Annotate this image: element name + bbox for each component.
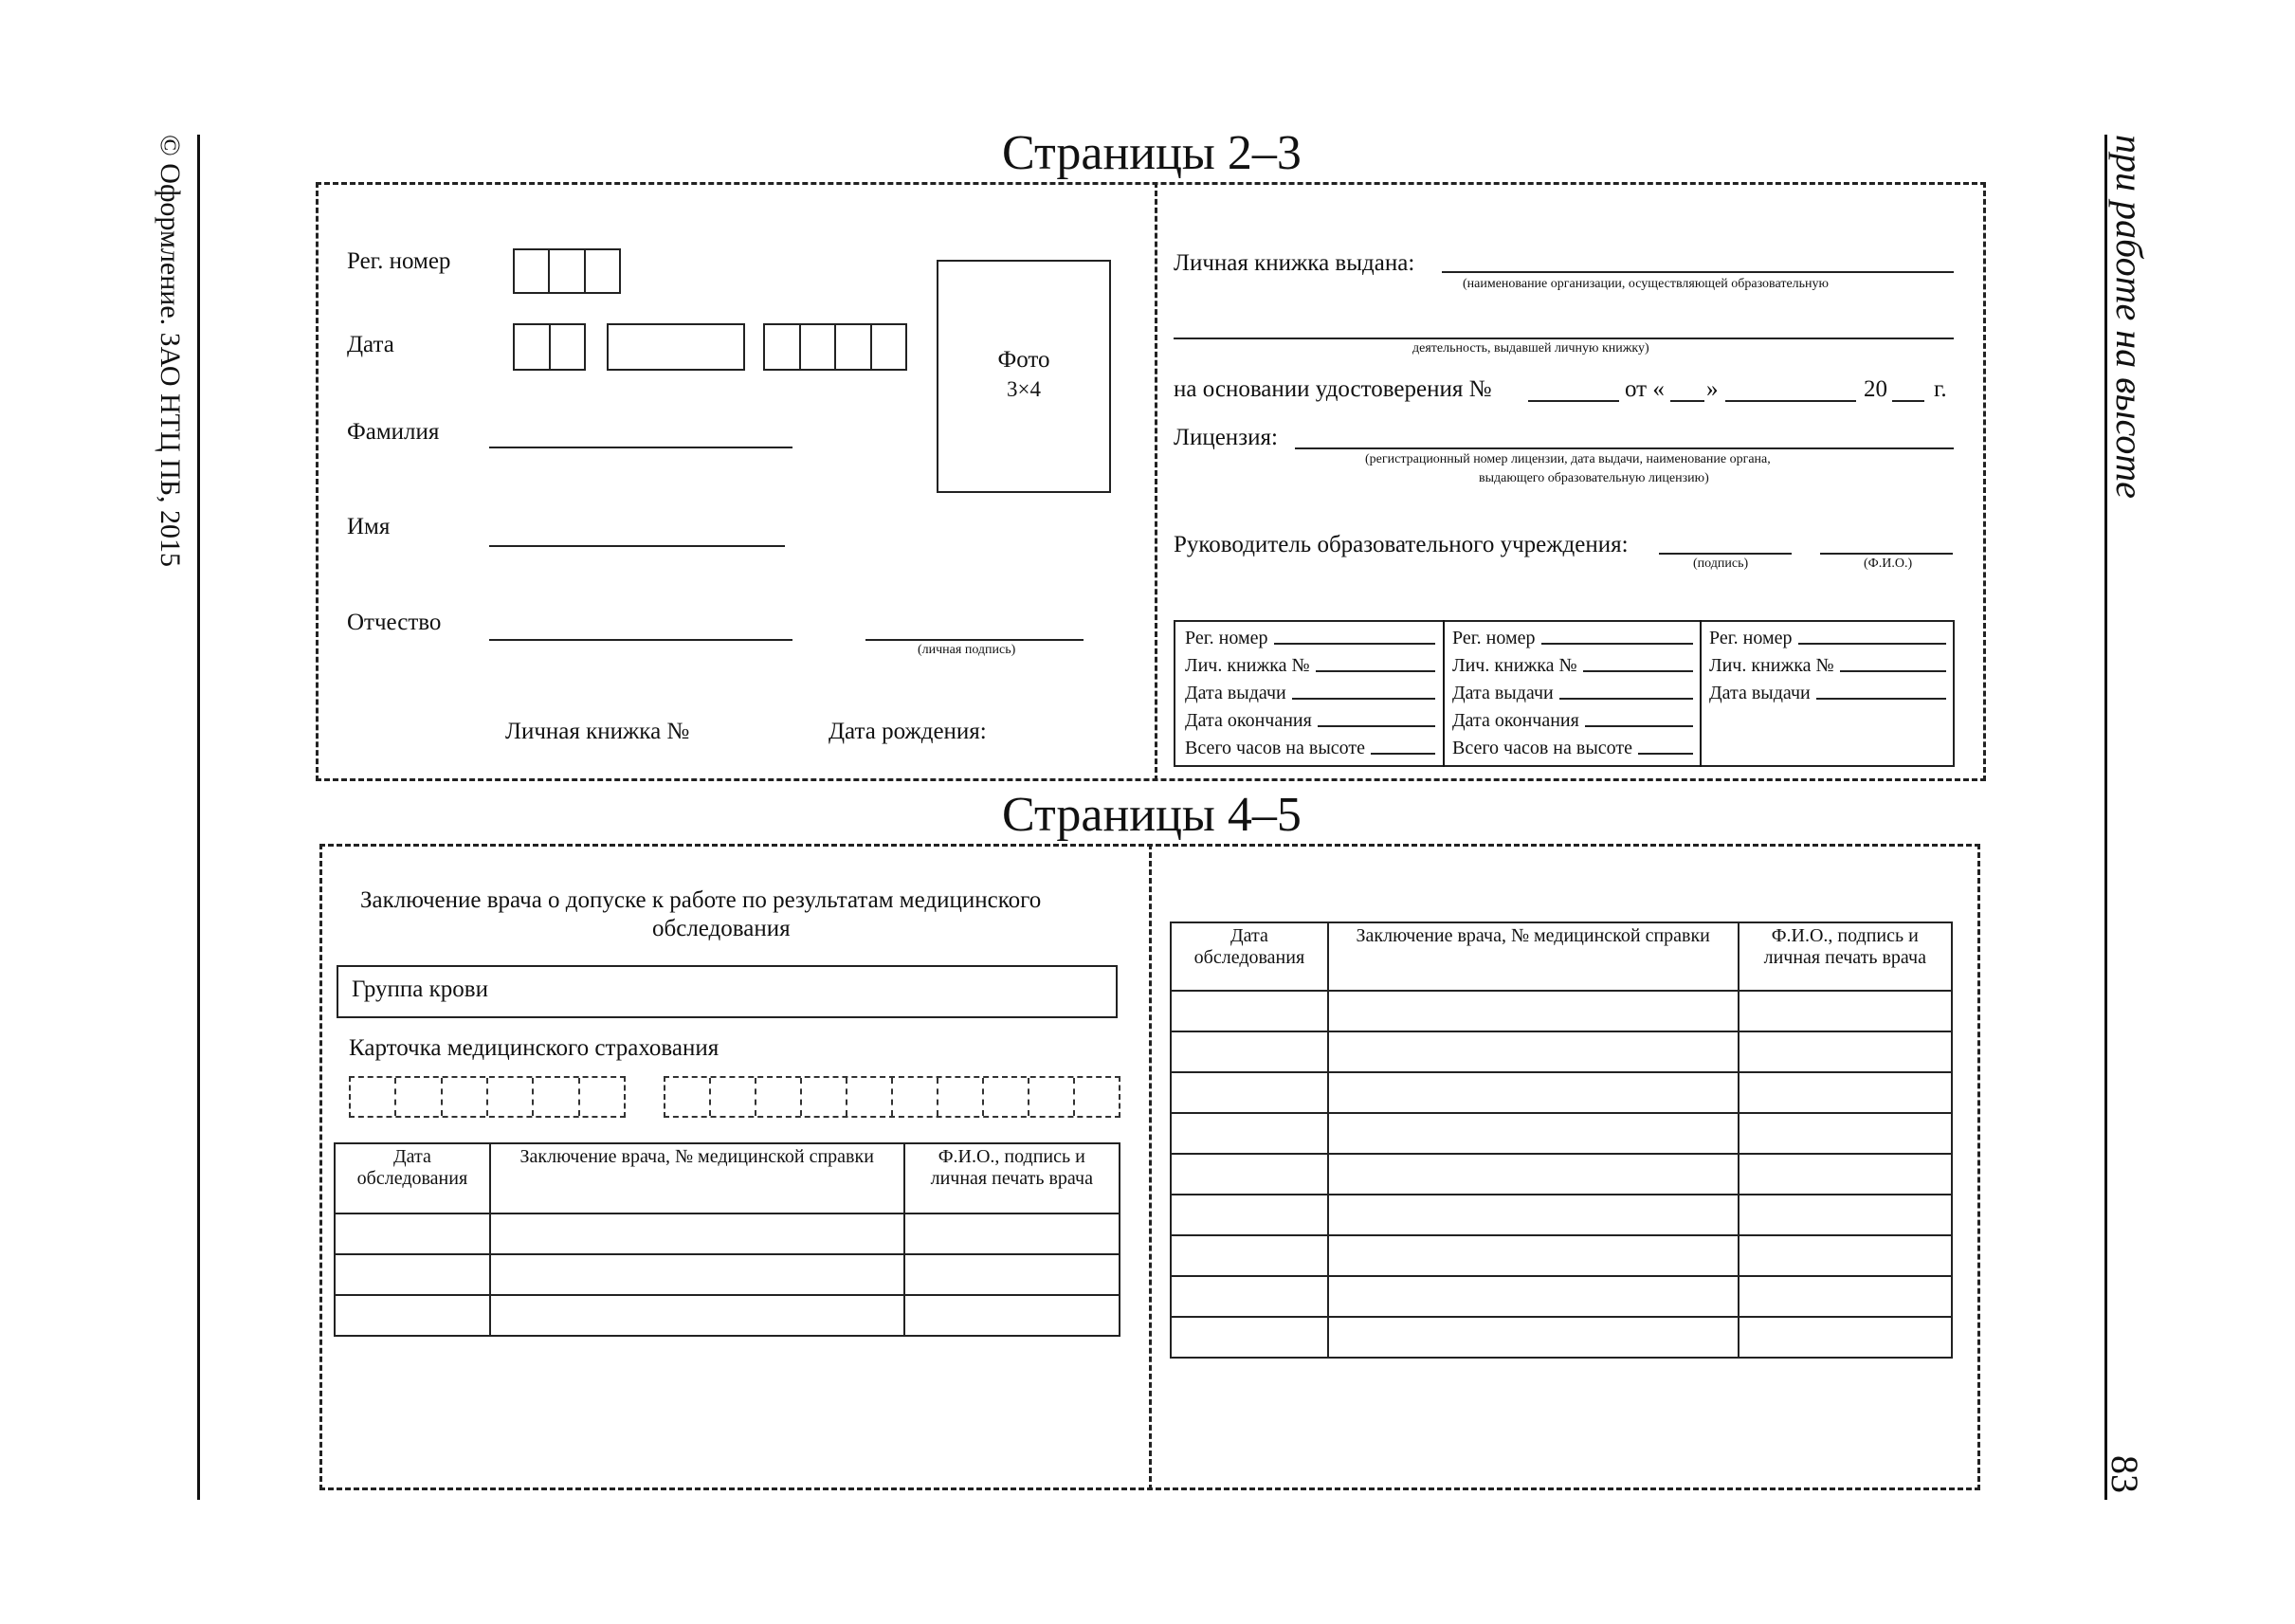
reg-block-row: Дата выдачи xyxy=(1709,677,1946,704)
license-field[interactable] xyxy=(1295,447,1954,449)
reg-blocks-divider-2 xyxy=(1700,620,1702,767)
section2-title: Страницы 4–5 xyxy=(1002,788,1302,842)
year-prefix: 20 xyxy=(1864,376,1887,402)
date-label: Дата xyxy=(347,332,394,357)
left-table-header-date: Дата обследования xyxy=(335,1143,490,1213)
issued-field-2[interactable] xyxy=(1174,338,1954,339)
head-label: Руководитель образовательного учреждения: xyxy=(1174,532,1629,557)
running-header: при работе на высоте xyxy=(2108,135,2151,499)
reg-block-row: Дата окончания xyxy=(1185,704,1435,732)
table-row[interactable] xyxy=(1171,1113,1952,1154)
table-row[interactable] xyxy=(1171,1317,1952,1358)
reg-block-row: Рег. номер xyxy=(1709,622,1946,649)
section2-fold-line xyxy=(1149,844,1152,1490)
issued-field-1[interactable] xyxy=(1442,271,1954,273)
left-table-header-doctor: Ф.И.О., подпись и личная печать врача xyxy=(904,1143,1120,1213)
head-signature-field[interactable] xyxy=(1659,553,1792,555)
table-row[interactable] xyxy=(1171,1154,1952,1195)
date-month-box[interactable] xyxy=(607,323,745,371)
head-signature-caption: (подпись) xyxy=(1693,557,1749,571)
right-table-header-doctor: Ф.И.О., подпись и личная печать врача xyxy=(1739,922,1952,991)
patronymic-field[interactable] xyxy=(489,639,792,641)
photo-label: Фото xyxy=(997,347,1050,373)
table-row[interactable] xyxy=(335,1254,1120,1295)
reg-block-row: Дата выдачи xyxy=(1185,677,1435,704)
right-medical-table xyxy=(1170,921,1953,1359)
date-day-cells[interactable] xyxy=(513,323,586,371)
right-table-header-date: Дата обследования xyxy=(1171,922,1328,991)
surname-field[interactable] xyxy=(489,447,792,448)
patronymic-label: Отчество xyxy=(347,610,442,635)
license-label: Лицензия: xyxy=(1174,425,1278,450)
reg-block-row: Всего часов на высоте xyxy=(1452,732,1693,759)
photo-box xyxy=(937,260,1111,493)
section1-title: Страницы 2–3 xyxy=(1002,126,1302,180)
copyright-text: © Оформление. ЗАО НТЦ ПБ, 2015 xyxy=(155,135,186,568)
month-field[interactable] xyxy=(1725,400,1856,402)
issued-label: Личная книжка выдана: xyxy=(1174,250,1415,276)
table-row[interactable] xyxy=(335,1295,1120,1336)
conclusion-heading-1: Заключение врача о допуске к работе по результатам медицинского xyxy=(360,887,1042,913)
table-row[interactable] xyxy=(1171,1235,1952,1276)
year-field[interactable] xyxy=(1892,400,1924,402)
section1-fold-line xyxy=(1155,182,1157,781)
certificate-number-field[interactable] xyxy=(1528,400,1619,402)
reg-block-row: Дата окончания xyxy=(1452,704,1693,732)
left-medical-table xyxy=(334,1142,1120,1337)
table-row[interactable] xyxy=(335,1213,1120,1254)
license-caption-1: (регистрационный номер лицензии, дата выдачи, наименование органа, xyxy=(1365,452,1771,466)
surname-label: Фамилия xyxy=(347,419,440,445)
reg-block-3 xyxy=(1709,622,1946,704)
head-fio-field[interactable] xyxy=(1820,553,1953,555)
issued-caption-1: (наименование организации, осуществляющей образовательную xyxy=(1463,277,1829,291)
table-row[interactable] xyxy=(1171,1031,1952,1072)
name-field[interactable] xyxy=(489,545,785,547)
reg-number-cells[interactable] xyxy=(513,248,621,294)
insurance-cells-2[interactable] xyxy=(664,1076,1120,1118)
reg-block-row: Рег. номер xyxy=(1185,622,1435,649)
reg-block-row: Лич. книжка № xyxy=(1452,649,1693,677)
table-row[interactable] xyxy=(1171,991,1952,1031)
reg-block-1 xyxy=(1185,622,1435,759)
conclusion-heading-2: обследования xyxy=(652,916,791,941)
from-label: от « xyxy=(1625,376,1665,402)
blood-group-box[interactable] xyxy=(337,965,1118,1018)
book-number-label: Личная книжка № xyxy=(505,719,690,744)
page-number: 83 xyxy=(2104,1455,2146,1493)
reg-block-row: Лич. книжка № xyxy=(1185,649,1435,677)
table-row[interactable] xyxy=(1171,1195,1952,1235)
reg-block-row: Рег. номер xyxy=(1452,622,1693,649)
reg-number-label: Рег. номер xyxy=(347,248,451,274)
personal-signature-field[interactable] xyxy=(865,639,1084,641)
head-fio-caption: (Ф.И.О.) xyxy=(1864,557,1913,571)
license-caption-2: выдающего образовательную лицензию) xyxy=(1479,471,1709,485)
reg-block-2 xyxy=(1452,622,1693,759)
photo-size: 3×4 xyxy=(1007,377,1041,401)
left-margin-rule xyxy=(197,135,200,1500)
name-label: Имя xyxy=(347,514,391,539)
day-field[interactable] xyxy=(1670,400,1704,402)
insurance-label: Карточка медицинского страхования xyxy=(349,1035,719,1061)
quote-close: » xyxy=(1706,376,1719,402)
table-row[interactable] xyxy=(1171,1072,1952,1113)
reg-block-row: Дата выдачи xyxy=(1452,677,1693,704)
table-row[interactable] xyxy=(1171,1276,1952,1317)
reg-block-row: Всего часов на высоте xyxy=(1185,732,1435,759)
blood-group-label: Группа крови xyxy=(352,976,488,1002)
right-table-header-conclusion: Заключение врача, № медицинской справки xyxy=(1328,922,1739,991)
insurance-cells-1[interactable] xyxy=(349,1076,626,1118)
year-suffix: г. xyxy=(1934,376,1947,402)
reg-blocks-divider-1 xyxy=(1443,620,1445,767)
basis-label: на основании удостоверения № xyxy=(1174,376,1492,402)
left-table-header-conclusion: Заключение врача, № медицинской справки xyxy=(490,1143,904,1213)
birth-date-label: Дата рождения: xyxy=(829,719,987,744)
issued-caption-2: деятельность, выдавшей личную книжку) xyxy=(1412,341,1649,356)
date-year-cells[interactable] xyxy=(763,323,907,371)
personal-signature-caption: (личная подпись) xyxy=(918,643,1016,657)
reg-block-row: Лич. книжка № xyxy=(1709,649,1946,677)
